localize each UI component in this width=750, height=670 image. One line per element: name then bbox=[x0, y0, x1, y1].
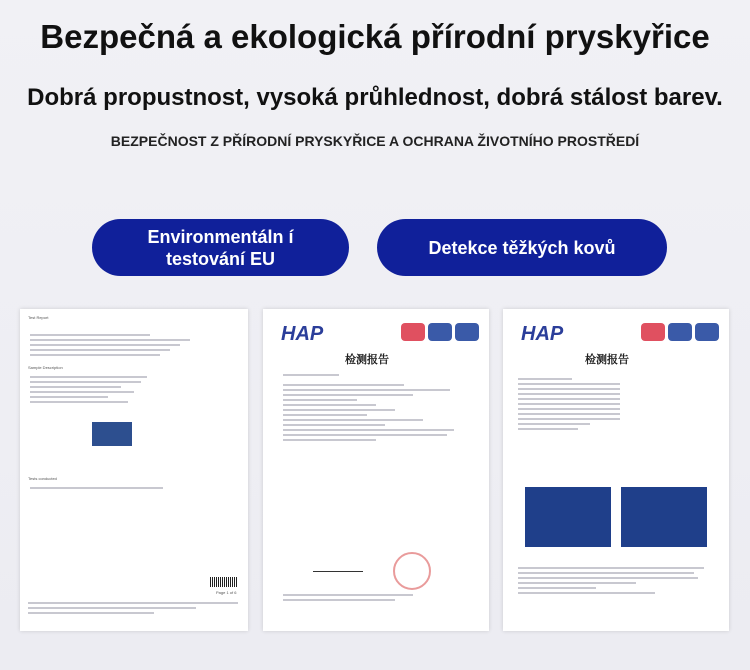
sample-bottle-photo bbox=[92, 422, 132, 446]
environmental-testing-label: Environmentáln í testování EU bbox=[147, 226, 294, 269]
sample-photo-2 bbox=[621, 487, 707, 547]
headline: Bezpečná a ekologická přírodní pryskyřice bbox=[40, 18, 710, 55]
test-report-document-2 bbox=[263, 309, 489, 631]
test-report-document-3 bbox=[503, 309, 729, 631]
hap-logo: HAP bbox=[521, 323, 564, 345]
cma-logo bbox=[641, 323, 665, 341]
environmental-testing-button[interactable] bbox=[92, 219, 349, 276]
cma-logo bbox=[401, 323, 425, 341]
hap-logo: HAP bbox=[281, 323, 324, 345]
conclusion-label: Tests conducted bbox=[28, 476, 57, 481]
report-title: 检测报告 bbox=[585, 354, 629, 366]
report-header: Test Report bbox=[28, 315, 49, 320]
ilac-logo bbox=[428, 323, 452, 341]
cnas-logo bbox=[455, 323, 479, 341]
test-report-document-1 bbox=[20, 309, 248, 631]
tagline: BEZPEČNOST Z PŘÍRODNÍ PRYSKYŘICE A OCHRANA ŽIVOTNÍHO PROSTŘEDÍ bbox=[110, 133, 640, 149]
sample-description-label: Sample Description bbox=[28, 365, 63, 370]
signature bbox=[313, 559, 363, 572]
sample-photo-1 bbox=[525, 487, 611, 547]
page-number: Page 1 of 6 bbox=[216, 590, 237, 595]
official-stamp bbox=[393, 552, 431, 590]
heavy-metal-detection-button[interactable] bbox=[377, 219, 667, 276]
certification-logos bbox=[401, 323, 479, 341]
ilac-logo bbox=[668, 323, 692, 341]
certification-logos bbox=[641, 323, 719, 341]
heavy-metal-detection-label: Detekce těžkých kovů bbox=[428, 237, 616, 258]
barcode bbox=[210, 577, 238, 587]
subheadline: Dobrá propustnost, vysoká průhlednost, dobrá stálost barev. bbox=[27, 84, 723, 111]
cnas-logo bbox=[695, 323, 719, 341]
report-title: 检测报告 bbox=[345, 354, 389, 366]
